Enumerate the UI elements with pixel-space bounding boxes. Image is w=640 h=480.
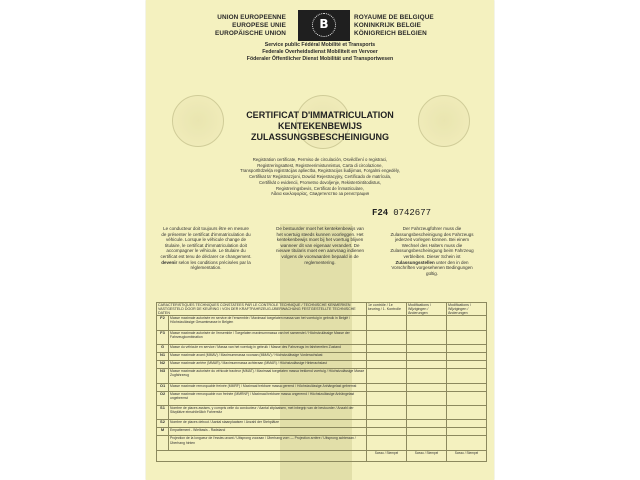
- row-code: [157, 436, 169, 451]
- value-cell: [447, 406, 487, 420]
- value-cell: [367, 361, 407, 369]
- notice-tail: unter den in den Vorschriften vorgesehenen Bedingungen gültig.: [391, 259, 473, 276]
- row-code: F3: [157, 330, 169, 344]
- value-cell: [367, 316, 407, 330]
- value-cell: [447, 428, 487, 436]
- ministry-line: Föderaler Öffentlicher Dienst Mobilität und Transportwesen: [246, 56, 394, 62]
- table-row: [157, 391, 487, 405]
- ministry-line: Service public Fédéral Mobilité et Transports: [264, 42, 376, 48]
- notice-tail: selon les conditions précisées par la réglementation.: [178, 259, 251, 271]
- ministry-line: Federale Overheidsdienst Mobiliteit en Vervoer: [262, 49, 378, 55]
- table-row: [157, 406, 487, 420]
- stamp-cell: Sceau / Stempel: [407, 451, 447, 462]
- specs-heading: CARACTERISTIQUES TECHNIQUES CONSTATEES PAR LE CONTROLE TECHNIQUE / TECHNISCHE KENMERKEN VASTGESTELD DOOR DE KEURING / VON DER KRAFTFAHRZEUG-ÜBERWACHUNG FESTGESTELLTE TECHNISCHE DATEN: [157, 303, 367, 316]
- value-cell: [447, 436, 487, 451]
- notice-french: [160, 226, 252, 271]
- value-cell: [447, 330, 487, 344]
- value-cell: [367, 330, 407, 344]
- header-right-line: KONINKRIJK BELGIE: [354, 22, 422, 29]
- registration-certificate: [146, 0, 494, 480]
- translation-line: Registreringsattest, Registreerimistunnistus, Carta di circolazione,: [257, 162, 383, 168]
- value-cell: [367, 353, 407, 361]
- value-cell: [407, 316, 447, 330]
- value-cell: [407, 428, 447, 436]
- serial-number: [372, 208, 431, 218]
- value-cell: [367, 428, 407, 436]
- notice-bold: devenir: [161, 259, 178, 265]
- row-label: Masse maximale remorquable freinée (MMRF) / Maximaal trekbare massa geremd / Höchstzulässige Anhängelast gebremst: [169, 383, 367, 391]
- value-cell: [447, 369, 487, 383]
- row-label: Nombre de places assises, y compris celle du conducteur / Aantal zitplaatsen, met inbegrip van de bestuurder / Anzahl der Sitzplätze einschließlich Fahrersitz: [169, 406, 367, 420]
- row-label: Masse maximale remorquable non freinée (MMRNF) / Maximaal trekbare massa ongeremd / Höchstzulässige Anhängelast ungebremst: [169, 391, 367, 405]
- technical-specs: [156, 302, 486, 462]
- notice-text: Der Fahrzeugführer muss die Zulassungsbescheinigung des Fahrzeugs jederzeit vorlegen können. Bei einem Wechsel des Halters muss die Zulassungsbescheinigung beim Fahrzeug verbleiben. Dieser Schein ist: [390, 226, 474, 259]
- header-left-line: EUROPÄISCHE UNION: [215, 30, 286, 37]
- table-row: [157, 383, 487, 391]
- row-label: Masse maximale autorisée de l'ensemble / Toegelaten maximummassa van het samenstel / Höchstzulässige Masse der Fahrzeugkombination: [169, 330, 367, 344]
- header-right: [354, 14, 484, 38]
- row-code: O1: [157, 383, 169, 391]
- row-code: M: [157, 428, 169, 436]
- row-label: Masse maximale autorisée du véhicule tracteur (MMAT) / Maximaal toegelaten massa trekkend voertuig / Höchstzulässige Masse Zugfahrzeug: [169, 369, 367, 383]
- table-row: [157, 420, 487, 428]
- ministry-name: [166, 42, 474, 63]
- value-cell: [367, 383, 407, 391]
- value-cell: [407, 436, 447, 451]
- title-translations: [186, 157, 454, 197]
- stamp-row: [157, 451, 487, 462]
- header-left-line: EUROPESE UNIE: [232, 22, 286, 29]
- table-row: [157, 345, 487, 353]
- notice-text: Le conducteur doit toujours être en mesure de présenter le certificat d'immatriculation du véhicule. Lorsque le véhicule change de titulaire, le certificat d'immatriculation doit accompagner le véhicule. Le titulaire du certificat est tenu de déclarer ce changement.: [160, 226, 252, 259]
- translation-line: Certifikát o evidencii, Prometno dovoljenje, Rekisteröintitodistus,: [258, 179, 382, 185]
- header-right-line: ROYAUME DE BELGIQUE: [354, 14, 434, 21]
- value-cell: [447, 361, 487, 369]
- value-cell: [367, 345, 407, 353]
- value-cell: [407, 361, 447, 369]
- value-cell: [407, 345, 447, 353]
- translation-line: Transportlīdzekļa reģistrācijas apliecība, Registracijos liudijimas, Forgalmi engedély,: [240, 168, 400, 174]
- stamp-blank: [157, 451, 367, 462]
- value-cell: [447, 391, 487, 405]
- row-label: Projection de la longueur de l'essieu avant / Uitsprong vooraan / Überhang vorn — Projection arrière / Uitsprong achteraan / Überhang hinten: [169, 436, 367, 451]
- notice-bold: Zulassungsstellen: [395, 259, 435, 265]
- value-cell: [367, 420, 407, 428]
- row-code: S1: [157, 406, 169, 420]
- value-cell: [447, 345, 487, 353]
- notice-german: [386, 226, 478, 276]
- value-cell: [407, 353, 447, 361]
- translation-line: Registreringsbevis, Certificat de înmatriculare,: [276, 185, 364, 191]
- row-code: N2: [157, 361, 169, 369]
- value-cell: [447, 383, 487, 391]
- row-label: Masse maximale avant (MMAV) / Maximummassa vooraan (MMAV) / Höchstzulässige Vorderachslast: [169, 353, 367, 361]
- col-modification: Modifications / Wijzigingen / Änderungen: [447, 303, 487, 316]
- serial-prefix: F24: [372, 208, 389, 218]
- value-cell: [367, 369, 407, 383]
- value-cell: [367, 406, 407, 420]
- specs-header-row: [157, 303, 487, 316]
- value-cell: [367, 391, 407, 405]
- table-row: [157, 369, 487, 383]
- value-cell: [447, 353, 487, 361]
- document-title: [166, 110, 474, 143]
- serial-digits: 0742677: [393, 208, 432, 218]
- value-cell: [407, 420, 447, 428]
- value-cell: [407, 383, 447, 391]
- row-code: N1: [157, 353, 169, 361]
- row-code: F2: [157, 316, 169, 330]
- belgium-logo: [298, 10, 350, 41]
- row-label: Empattement - Wielbasis - Radstand: [169, 428, 367, 436]
- header-left-line: UNION EUROPEENNE: [217, 14, 286, 21]
- stamp-cell: Sceau / Stempel: [367, 451, 407, 462]
- row-code: G: [157, 345, 169, 353]
- value-cell: [447, 420, 487, 428]
- value-cell: [407, 391, 447, 405]
- specs-table: [156, 302, 487, 462]
- logo-letter: B: [319, 17, 329, 31]
- header-right-line: KÖNIGREICH BELGIEN: [354, 30, 427, 37]
- row-label: Masse maximale arrière (MMAR) / Maximummassa achteraan (MMAR) / Höchstzulässige Hinterachslast: [169, 361, 367, 369]
- row-label: Nombre de places debout / Aantal staanplaatsen / Anzahl der Stehplätze: [169, 420, 367, 428]
- title-line: ZULASSUNGSBESCHEINIGUNG: [250, 132, 389, 142]
- value-cell: [447, 316, 487, 330]
- row-label: Masse maximale autorisée en service de l'ensemble / Maximaal toegelaten massa van het voertuig in gebruik in België / Höchstzulässige Gesamtmasse in Belgien: [169, 316, 367, 330]
- translation-line: Άδεια κυκλοφορίας, Свидетелство за регистрация: [271, 191, 369, 197]
- row-code: O2: [157, 391, 169, 405]
- notice-text: De bestuurder moet het kentekenbewijs van het voertuig steeds kunnen voorleggen. Het kentekenbewijs moet bij het voertuig blijven wanneer dit van eigenaar verandert. De nieuwe titularis moet een aanvraag indienen volgens de voorwaarden bepaald in de reglementering.: [275, 226, 365, 265]
- table-row: [157, 428, 487, 436]
- title-line: KENTEKENBEWIJS: [277, 121, 362, 131]
- value-cell: [407, 369, 447, 383]
- stamp-cell: Sceau / Stempel: [447, 451, 487, 462]
- notice-dutch: [274, 226, 366, 265]
- translation-line: Registration certificate, Permiso de circulación, Osvědčení o registraci,: [252, 157, 388, 162]
- row-code: S2: [157, 420, 169, 428]
- value-cell: [407, 330, 447, 344]
- translation-line: Certifikat ta' Reġistrazzjoni, Dowód Rejestracyjny, Certificado de matrícula,: [248, 174, 392, 180]
- table-row: [157, 353, 487, 361]
- table-row: [157, 330, 487, 344]
- value-cell: [407, 406, 447, 420]
- col-initial: 1e contrôle / 1e keuring / 1. Kontrolle: [367, 303, 407, 316]
- value-cell: [367, 436, 407, 451]
- table-row: [157, 361, 487, 369]
- row-code: N3: [157, 369, 169, 383]
- title-line: CERTIFICAT D'IMMATRICULATION: [246, 110, 394, 120]
- row-label: Masse du véhicule en service / Massa van het voertuig in gebruik / Masse des Fahrzeugs im fahrbereiten Zustand: [169, 345, 367, 353]
- table-row: [157, 316, 487, 330]
- col-modification: Modifications / Wijzigingen / Änderungen: [407, 303, 447, 316]
- header-left: [176, 14, 286, 38]
- table-row: [157, 436, 487, 451]
